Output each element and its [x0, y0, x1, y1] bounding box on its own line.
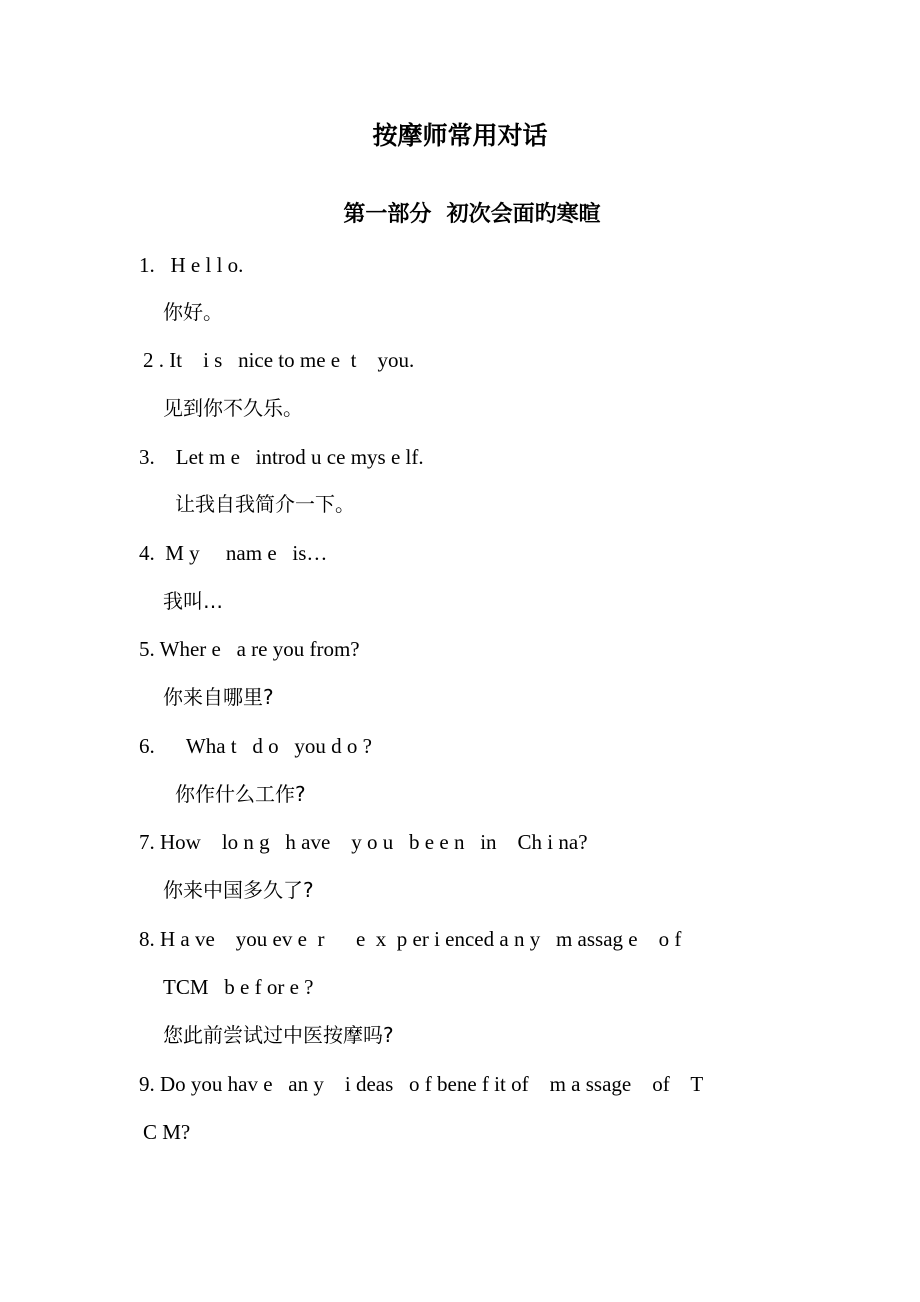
phrase-cn-2: 见到你不久乐。 [163, 396, 303, 420]
phrase-en-1: 1. H e l l o. [139, 253, 244, 277]
phrase-cn-5: 你来自哪里? [163, 685, 274, 709]
phrase-cn-8: 您此前尝试过中医按摩吗? [163, 1023, 394, 1047]
phrase-cn-7: 你来中国多久了? [163, 878, 314, 902]
phrase-en-3: 3. Let m e introd u ce mys e lf. [139, 445, 424, 469]
phrase-en-7: 7. How lo n g h ave y o u b e e n in Ch i na? [139, 830, 588, 854]
phrase-cn-3: 让我自我简介一下。 [175, 492, 355, 516]
phrase-en-8-cont: TCM b e f or e ? [163, 975, 314, 999]
phrase-en-2: 2 . It i s nice to me e t you. [143, 348, 415, 372]
phrase-cn-4: 我叫… [163, 589, 223, 613]
phrase-cn-6: 你作什么工作? [175, 782, 306, 806]
phrase-en-9: 9. Do you hav e an y i deas o f bene f it of m a ssage of T [139, 1072, 704, 1096]
phrase-en-4: 4. M y nam e is… [139, 541, 328, 565]
phrase-en-5: 5. Wher e a re you from? [139, 637, 360, 661]
phrase-cn-1: 你好。 [163, 300, 223, 324]
section-title: 第一部分 初次会面旳寒暄 [343, 202, 601, 227]
document-title: 按摩师常用对话 [372, 121, 548, 150]
phrase-en-6: 6. Wha t d o you d o ? [139, 734, 372, 758]
phrase-en-9-cont: C M? [143, 1120, 191, 1144]
phrase-en-8: 8. H a ve you ev e r e x p er i enced a n y m assag e o f [139, 927, 682, 951]
